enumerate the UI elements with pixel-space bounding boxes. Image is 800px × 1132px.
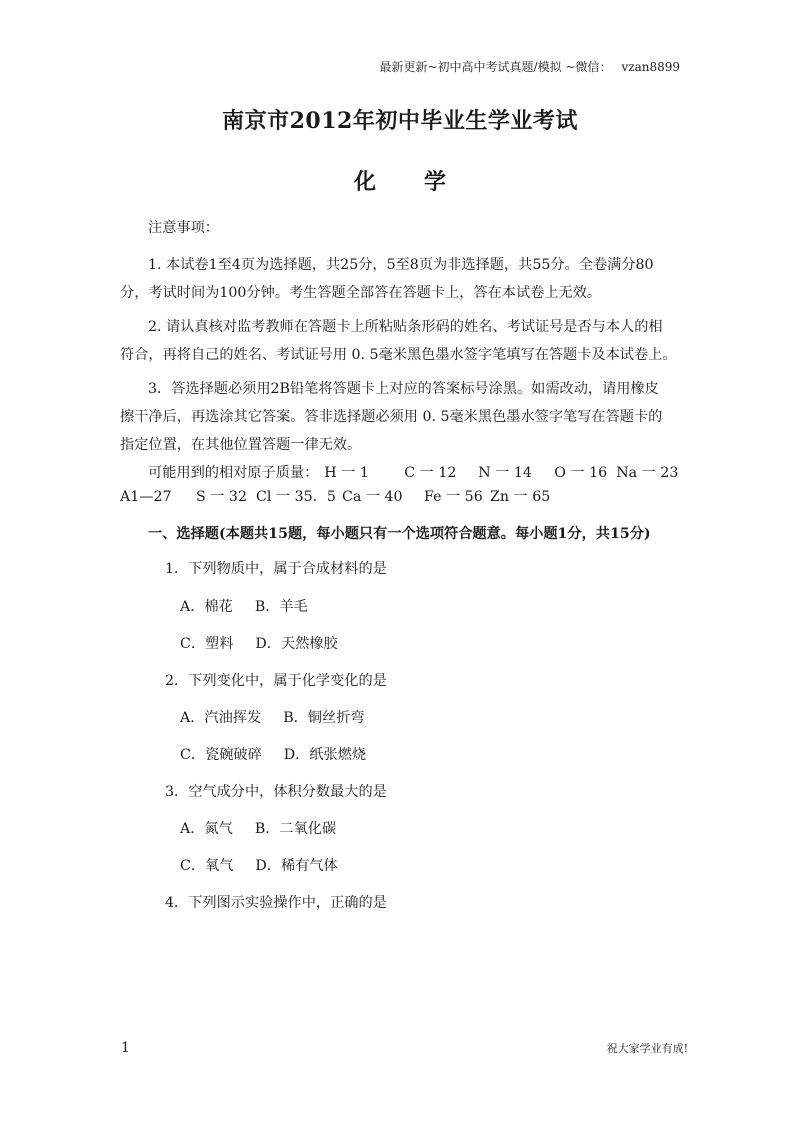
- notice-1-line-2: 分，考试时间为100分钟。考生答题全部答在答题卡上，答在本试卷上无效。: [120, 285, 602, 301]
- header-note: [380, 58, 681, 75]
- mass-c: C 一 12: [404, 465, 457, 481]
- question-3-option-a: A．氮气: [180, 821, 233, 837]
- question-3-options-row-1: [180, 818, 336, 838]
- section-1-heading: 一、选择题(本题共15题，每小题只有一个选项符合题意。每小题1分，共15分): [148, 526, 651, 542]
- notice-3: [120, 375, 690, 459]
- notice-1: [120, 251, 690, 307]
- mass-h: H 一 1: [324, 465, 369, 481]
- mass-ca: Ca 一 40: [342, 489, 403, 505]
- question-1-options-row-2: [180, 633, 338, 653]
- mass-al: A1—27: [120, 489, 172, 505]
- question-2-options-row-1: [180, 707, 365, 727]
- subject-char-1: 化: [353, 169, 376, 195]
- exam-title: 南京市2012年初中毕业生学业考试: [222, 108, 578, 134]
- question-2-option-a: A．汽油挥发: [180, 710, 262, 726]
- header-note-text: 最新更新~初中高中考试真题/模拟 ~微信：: [379, 60, 612, 74]
- notice-2: [120, 313, 690, 369]
- question-3-options-row-2: [180, 855, 338, 875]
- question-3-stem: 3．空气成分中，体积分数最大的是: [165, 784, 387, 800]
- question-2-option-c: C．瓷碗破碎: [180, 747, 262, 763]
- notice-3-line-2: 擦干净后，再选涂其它答案。答非选择题必须用 0. 5毫米黑色墨水签字笔写在答题卡的: [120, 409, 663, 425]
- question-1-stem: 1．下列物质中，属于合成材料的是: [165, 561, 387, 577]
- subject-char-2: 学: [424, 169, 447, 195]
- question-1-option-c: C．塑料: [180, 636, 234, 652]
- question-1-option-d: D．天然橡胶: [255, 636, 338, 652]
- question-1-option-a: A．棉花: [180, 599, 233, 615]
- notice-1-line-1: 1. 本试卷1至4页为选择题，共25分，5至8页为非选择题，共55分。全卷满分80: [148, 257, 654, 273]
- atomic-mass-line-2: [120, 483, 690, 511]
- mass-fe: Fe 一 56: [424, 489, 483, 505]
- question-3-option-b: B．二氧化碳: [254, 821, 337, 837]
- page-number: 1: [121, 1040, 130, 1056]
- notice-heading: 注意事项：: [148, 220, 219, 236]
- question-4-stem: 4．下列图示实验操作中，正确的是: [165, 895, 387, 911]
- question-3-option-c: C．氧气: [180, 858, 234, 874]
- mass-s: S 一 32: [196, 489, 247, 505]
- question-1-options-row-1: [180, 596, 308, 616]
- footer-motto: 祝大家学业有成!: [606, 1042, 688, 1055]
- question-2-option-d: D．纸张燃烧: [283, 747, 367, 763]
- mass-zn: Zn 一 65: [490, 489, 551, 505]
- header-wechat-id: vzan8899: [621, 60, 680, 74]
- notice-2-line-2: 符合，再将自己的姓名、考试证号用 0. 5毫米黑色墨水签字笔填写在答题卡及本试卷上。: [120, 347, 677, 363]
- mass-na: Na 一 23: [616, 465, 679, 481]
- question-1-option-b: B．羊毛: [254, 599, 308, 615]
- question-2-stem: 2．下列变化中，属于化学变化的是: [165, 673, 387, 689]
- mass-n: N 一 14: [478, 465, 532, 481]
- notice-3-line-1: 3．答选择题必须用2B铅笔将答题卡上对应的答案标号涂黑。如需改动，请用橡皮: [148, 381, 659, 397]
- mass-o: O 一 16: [554, 465, 608, 481]
- notice-2-line-1: 2. 请认真核对监考教师在答题卡上所粘贴条形码的姓名、考试证号是否与本人的相: [148, 319, 663, 335]
- question-2-options-row-2: [180, 744, 366, 764]
- notice-3-line-3: 指定位置，在其他位置答题一律无效。: [120, 437, 362, 453]
- question-3-option-d: D．稀有气体: [255, 858, 338, 874]
- atomic-mass-lead: 可能用到的相对原子质量：: [148, 465, 319, 481]
- subject-title: [0, 165, 800, 196]
- mass-cl: Cl 一 35．5: [256, 489, 336, 505]
- question-2-option-b: B．铜丝折弯: [283, 710, 365, 726]
